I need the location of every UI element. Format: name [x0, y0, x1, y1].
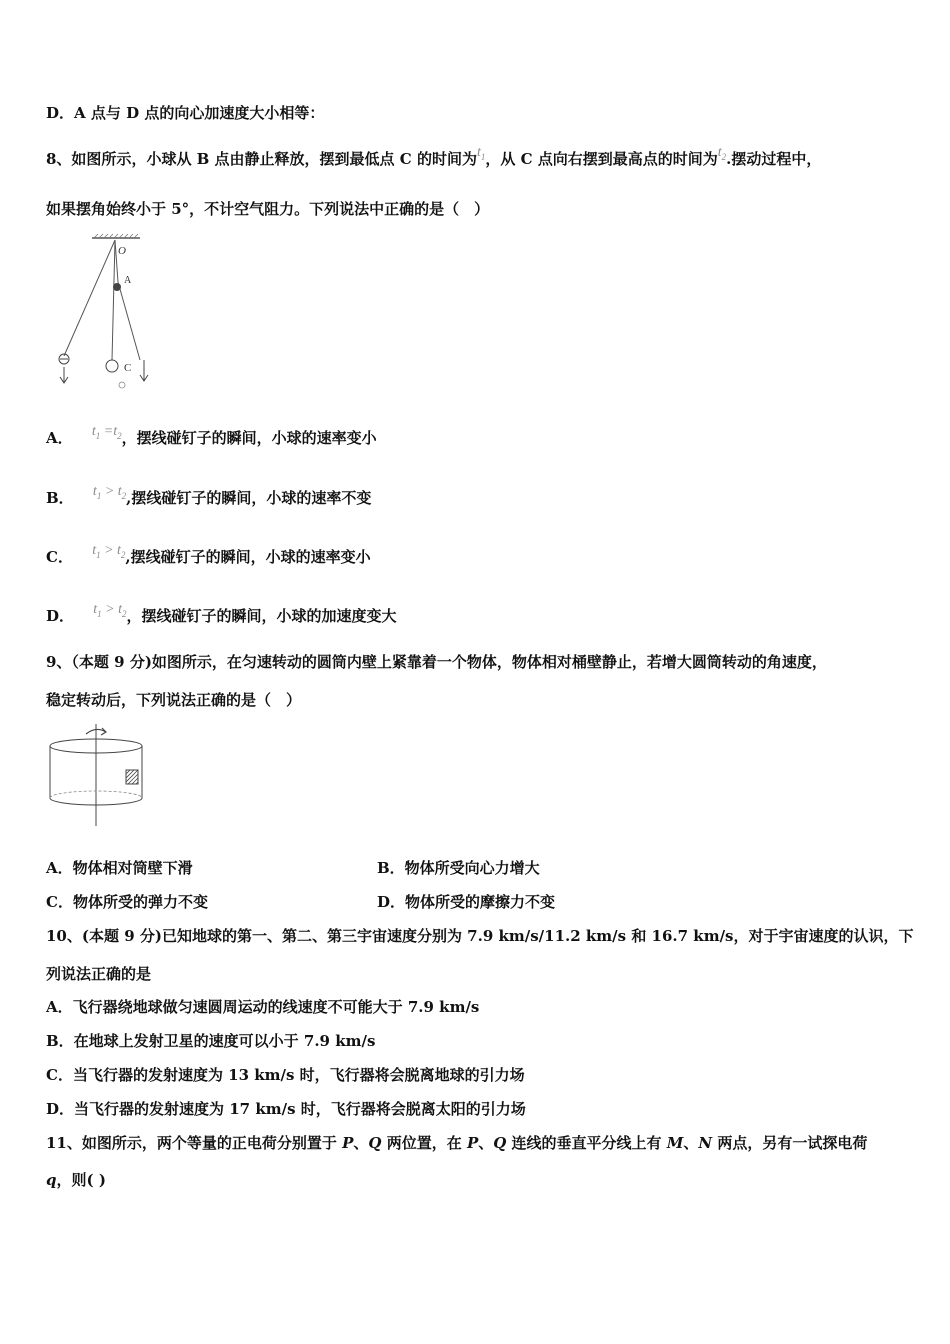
t2-symbol: $t_2$: [717, 145, 727, 162]
q8-stem-part-a: 8、如图所示，小球从 B 点由静止释放，摆到最低点 C 的时间为: [46, 150, 477, 168]
q8-stem-part-b: ，从 C 点向右摆到最高点的时间为: [485, 150, 718, 168]
q10-stem-line2: 列说法正确的是: [46, 965, 152, 983]
q8-stem-line1: [46, 145, 822, 175]
label-o: O: [118, 245, 126, 257]
option-c-relation: $t_1 > t_2$: [92, 543, 126, 560]
label-c: C: [124, 362, 132, 374]
q8-option-c[interactable]: C． $t_1 > t_2$,摆线碰钉子的瞬间，小球的速率变小: [46, 543, 371, 566]
q9-stem-line1: 9、（本题 9 分)如图所示，在匀速转动的圆筒内壁上紧靠着一个物体，物体相对桶壁静止，若增大圆筒转动的角速度，: [46, 653, 827, 671]
q10-option-b[interactable]: B．在地球上发射卫星的速度可以小于 7.9 km/s: [46, 1032, 376, 1050]
label-a: A: [124, 275, 132, 286]
q11-stem-line1: 11、如图所示，两个等量的正电荷分别置于 P、Q 两位置，在 P、Q 连线的垂直平分线上有 M、N 两点，另有一试探电荷: [46, 1134, 868, 1152]
q8-option-b[interactable]: B． $t_1 > t_2$,摆线碰钉子的瞬间，小球的速率不变: [46, 484, 372, 507]
q9-option-a[interactable]: A．物体相对筒壁下滑: [46, 859, 193, 877]
q9-option-c[interactable]: C．物体所受的弹力不变: [46, 893, 208, 911]
q9-stem-line2: 稳定转动后，下列说法正确的是（ ）: [46, 691, 302, 709]
t1-symbol: $t_1$: [476, 145, 486, 162]
q9-option-b[interactable]: B．物体所受向心力增大: [377, 859, 540, 877]
q10-option-a[interactable]: A．飞行器绕地球做匀速圆周运动的线速度不可能大于 7.9 km/s: [46, 998, 480, 1016]
cylinder-figure: [46, 722, 150, 828]
option-d-relation: $t_1 > t_2$: [93, 602, 127, 619]
string-left: [64, 240, 115, 356]
ball-c: [106, 360, 118, 372]
option-a-relation: $t_1 =t_2$: [91, 424, 122, 441]
q11-stem-line2: q，则( ): [46, 1171, 106, 1189]
pendulum-figure: [52, 232, 162, 390]
q10-option-d[interactable]: D．当飞行器的发射速度为 17 km/s 时，飞行器将会脱离太阳的引力场: [46, 1100, 526, 1118]
q8-option-d[interactable]: D． $t_1 > t_2$，摆线碰钉子的瞬间，小球的加速度变大: [46, 602, 397, 625]
nail-a: [113, 283, 121, 291]
string-right: [118, 282, 140, 360]
q9-option-d[interactable]: D．物体所受的摩擦力不变: [377, 893, 556, 911]
q10-stem-line1: 10、(本题 9 分)已知地球的第一、第二、第三宇宙速度分别为 7.9 km/s/11.2 km/s 和 16.7 km/s，对于宇宙速度的认识，下: [46, 927, 914, 945]
q8-option-a[interactable]: A． $t_1 =t_2$，摆线碰钉子的瞬间，小球的速率变小: [46, 424, 377, 447]
q7-option-d: D．A 点与 D 点的向心加速度大小相等：: [46, 104, 325, 122]
option-b-relation: $t_1 > t_2$: [92, 484, 127, 501]
q10-option-c[interactable]: C．当飞行器的发射速度为 13 km/s 时，飞行器将会脱离地球的引力场: [46, 1066, 525, 1084]
q8-stem-part-c: .摆动过程中，: [726, 150, 822, 168]
q8-stem-line2: 如果摆角始终小于 5°，不计空气阻力。下列说法中正确的是（ ）: [46, 200, 490, 218]
string-center: [112, 240, 115, 360]
